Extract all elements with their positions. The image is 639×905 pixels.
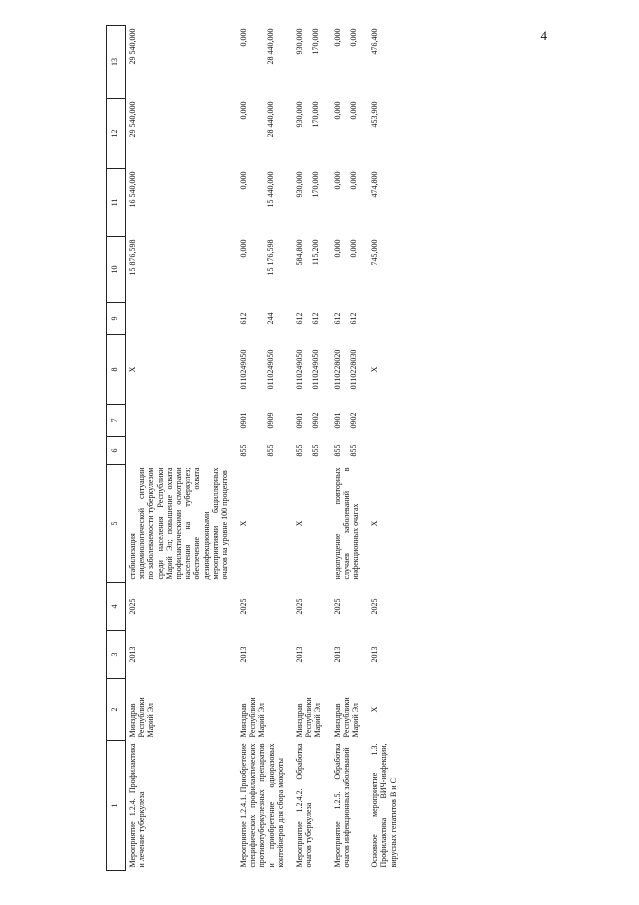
value-col12: 28 440,000 xyxy=(266,101,276,138)
value-col10: 0,000 xyxy=(332,239,342,258)
activity-name: Мероприятие 1.2.5. Обработка очагов инфекционных заболеваний xyxy=(332,743,351,868)
value-col10: 745,000 xyxy=(370,239,380,266)
section-code: 0901 xyxy=(332,412,342,429)
target-article-code: 0110228030 xyxy=(348,349,358,390)
activity-name: Мероприятие 1.2.4. Профилактика и лечение туберкулеза xyxy=(128,743,147,868)
header-row xyxy=(107,26,126,871)
start-year: 2013 xyxy=(295,646,304,663)
value-col10: 15 876,598 xyxy=(128,239,137,276)
grbs-code: 855 xyxy=(348,444,358,457)
end-year: 2025 xyxy=(239,598,249,615)
value-col13: 930,000 xyxy=(295,28,304,55)
target-article-code: X xyxy=(370,366,380,373)
start-year: 2013 xyxy=(332,646,342,663)
value-col11: 170,000 xyxy=(311,171,321,198)
header-cell: 2 xyxy=(107,679,126,741)
value-col13: 0,000 xyxy=(332,28,342,47)
table-row xyxy=(287,26,309,871)
value-col10: 0,000 xyxy=(348,239,358,258)
grbs-code: 855 xyxy=(332,444,342,457)
expected-result: X xyxy=(295,520,304,527)
grbs-code: 855 xyxy=(239,444,249,457)
end-year: 2025 xyxy=(332,598,342,615)
expense-type-code xyxy=(362,303,400,335)
end-year: 2025 xyxy=(295,598,304,615)
grbs-code: 855 xyxy=(295,444,304,457)
value-col10: 15 176,598 xyxy=(266,239,276,276)
expense-type-code: 612 xyxy=(239,312,249,325)
expense-type-code: 612 xyxy=(348,312,358,325)
table-row xyxy=(362,26,400,871)
start-year: 2013 xyxy=(239,646,249,663)
expense-type-code: 612 xyxy=(332,312,342,325)
expected-result: X xyxy=(370,520,380,527)
header-cell: 4 xyxy=(107,583,126,631)
header-cell: 3 xyxy=(107,631,126,679)
value-col13: 0,000 xyxy=(239,28,249,47)
section-code: 0901 xyxy=(295,412,304,429)
executor: Минздрав Республики Марий Эл xyxy=(295,697,323,738)
header-cell: 5 xyxy=(107,465,126,583)
value-col11: 474,800 xyxy=(370,171,380,198)
table-row xyxy=(231,26,264,871)
executor: Минздрав Республики Марий Эл xyxy=(128,697,156,738)
section-code: 0901 xyxy=(239,412,249,429)
executor: X xyxy=(370,706,380,713)
section-code xyxy=(362,405,400,437)
expected-result: стабилизация эпидемиологической ситуации по заболеваемости туберкулезом среди населения Республики Марий Эл; повышение охвата профилактическими осмотрами населения на туберкулез; обеспечение охвата дезинфекционными мероприятиями бациллярных очагов на уровне 100 процентов xyxy=(128,467,229,580)
activity-name: Основное мероприятие 1.3. Профилактика ВИЧ-инфекции, вирусных гепатитов В и С xyxy=(370,743,398,868)
value-col13: 28 440,000 xyxy=(266,28,276,65)
target-article-code: 0110249050 xyxy=(239,349,249,390)
value-col13: 476,400 xyxy=(370,28,380,55)
header-cell: 10 xyxy=(107,237,126,303)
section-code: 0902 xyxy=(348,412,358,429)
value-col10: 0,000 xyxy=(239,239,249,258)
value-col11: 16 540,000 xyxy=(128,171,137,208)
header-cell: 9 xyxy=(107,303,126,335)
target-article-code: 0110249050 xyxy=(266,349,276,390)
value-col12: 29 540,000 xyxy=(128,101,137,138)
activity-name: Мероприятие 1.2.4.1. Приобретение специфических профилактических противотуберкулезных препаратов и приобретение одноразовых контейнеров для сбора мокроты xyxy=(239,743,285,868)
header-cell: 12 xyxy=(107,99,126,169)
grbs-code xyxy=(126,437,232,465)
value-col11: 15 440,000 xyxy=(266,171,276,208)
expense-type-code: 612 xyxy=(311,312,321,325)
header-cell: 13 xyxy=(107,26,126,99)
expected-result: недопущение повторных случаев заболеваний в инфекционных очагах xyxy=(332,467,360,580)
rotated-table-container xyxy=(106,26,536,871)
grbs-code: 855 xyxy=(266,444,276,457)
grbs-code: 855 xyxy=(311,444,321,457)
value-col13: 170,000 xyxy=(311,28,321,55)
target-article-code: 0110249050 xyxy=(311,349,321,390)
value-col12: 453,900 xyxy=(370,101,380,128)
value-col11: 930,000 xyxy=(295,171,304,198)
section-code: 0902 xyxy=(311,412,321,429)
header-cell: 6 xyxy=(107,437,126,465)
header-cell: 11 xyxy=(107,169,126,237)
start-year: 2013 xyxy=(128,646,137,663)
grbs-code xyxy=(362,437,400,465)
value-col10: 115,200 xyxy=(311,239,321,266)
value-col13: 0,000 xyxy=(348,28,358,47)
value-col11: 0,000 xyxy=(332,171,342,190)
value-col13: 29 540,000 xyxy=(128,28,137,65)
value-col12: 0,000 xyxy=(239,101,249,120)
expense-type-code: 244 xyxy=(266,312,276,325)
value-col11: 0,000 xyxy=(239,171,249,190)
end-year: 2025 xyxy=(128,598,137,615)
target-article-code: 0110249050 xyxy=(295,349,304,390)
section-code xyxy=(126,405,232,437)
header-cell: 1 xyxy=(107,741,126,871)
value-col12: 0,000 xyxy=(348,101,358,120)
header-cell: 8 xyxy=(107,335,126,405)
expected-result: X xyxy=(239,520,249,527)
table-row xyxy=(325,26,347,871)
value-col12: 170,000 xyxy=(311,101,321,128)
section-code: 0909 xyxy=(266,412,276,429)
expense-type-code xyxy=(126,303,232,335)
value-col12: 930,000 xyxy=(295,101,304,128)
target-article-code: X xyxy=(128,366,137,373)
end-year: 2025 xyxy=(370,598,380,615)
page-number: 4 xyxy=(540,28,547,43)
value-col10: 584,800 xyxy=(295,239,304,266)
activity-name: Мероприятие 1.2.4.2. Обработка очагов туберкулеза xyxy=(295,743,314,868)
expense-type-code: 612 xyxy=(295,312,304,325)
target-article-code: 0110228020 xyxy=(332,349,342,390)
program-activities-table xyxy=(106,25,400,871)
executor: Минздрав Республики Марий Эл xyxy=(332,697,360,738)
header-cell: 7 xyxy=(107,405,126,437)
start-year: 2013 xyxy=(370,646,380,663)
value-col12: 0,000 xyxy=(332,101,342,120)
table-row xyxy=(126,26,232,871)
executor: Минздрав Республики Марий Эл xyxy=(239,697,267,738)
value-col11: 0,000 xyxy=(348,171,358,190)
